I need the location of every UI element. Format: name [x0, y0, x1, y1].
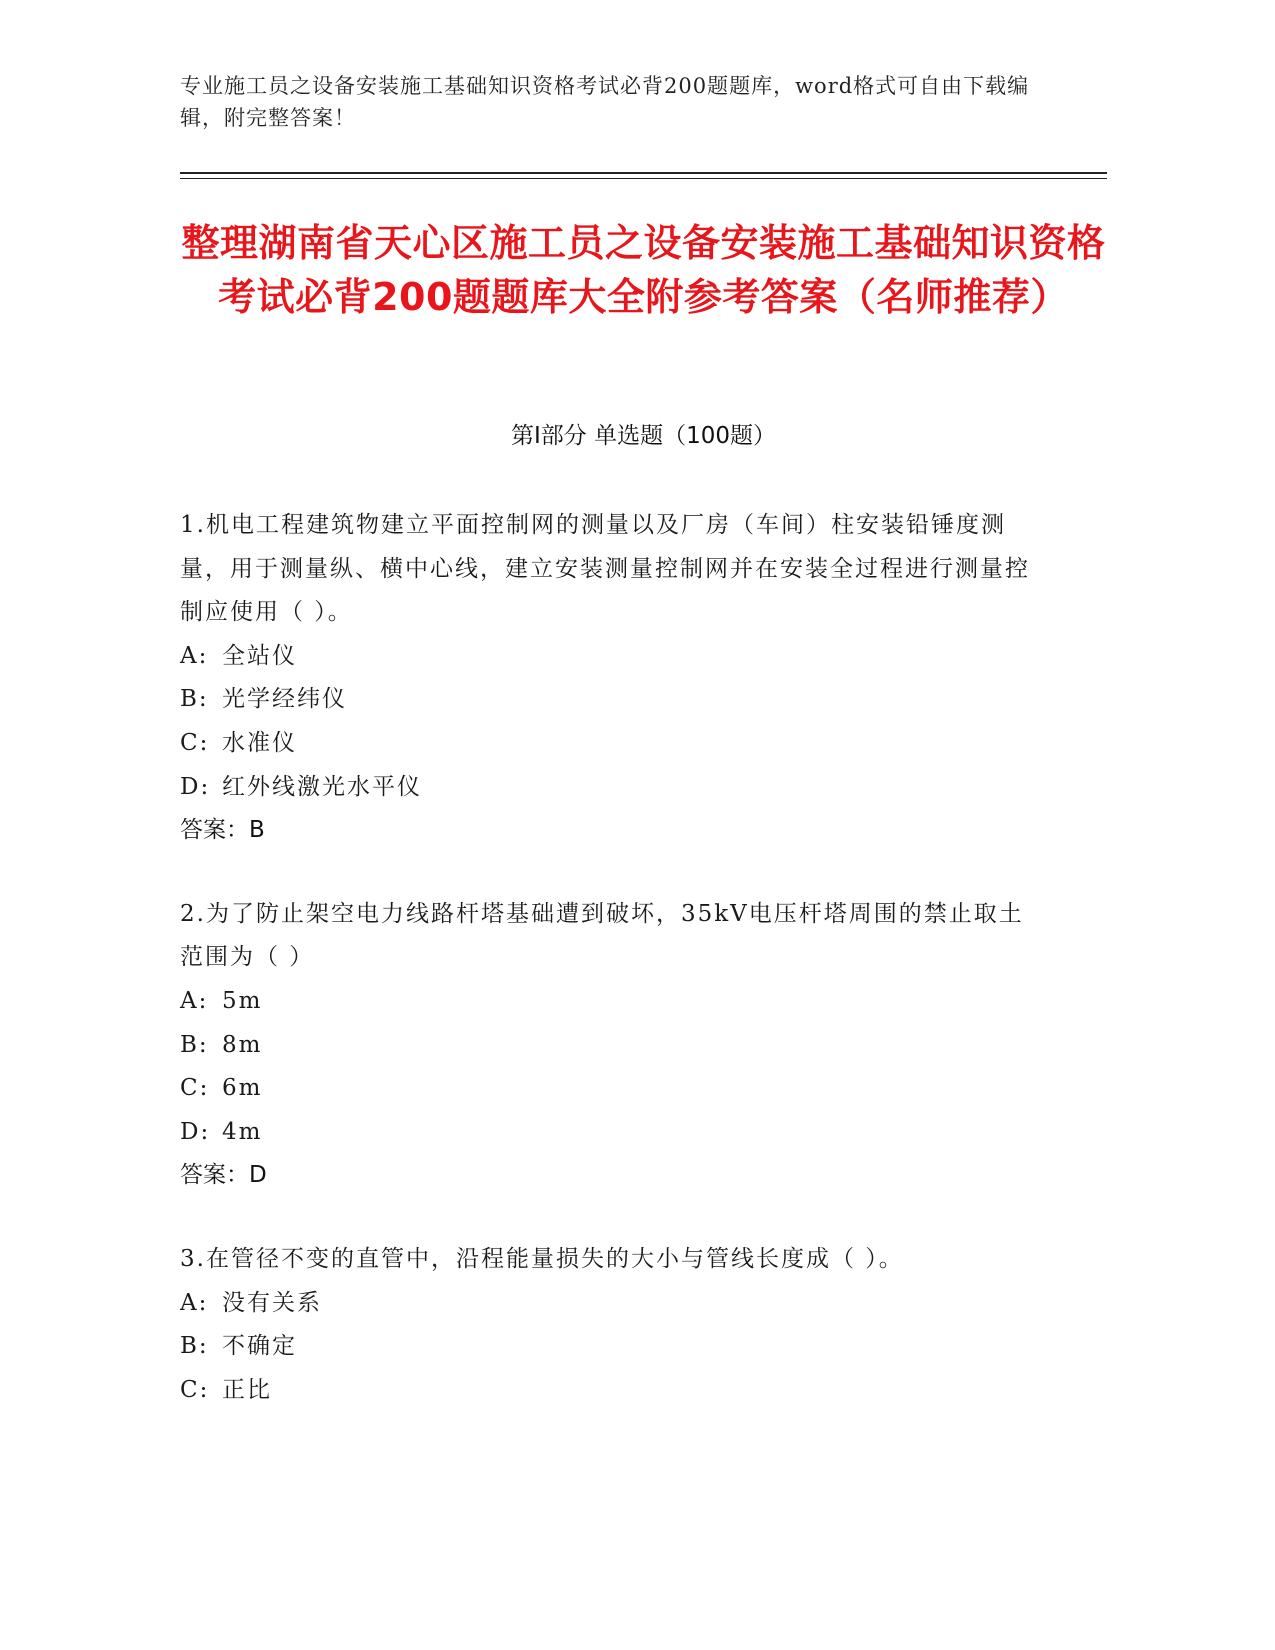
- option-text: 全站仪: [222, 642, 297, 669]
- option-key: A:: [180, 1289, 209, 1316]
- option-d: [180, 766, 1040, 810]
- option-text: 正比: [222, 1376, 272, 1403]
- option-a: [180, 1282, 1040, 1326]
- option-c: [180, 1067, 1040, 1111]
- question-stem: 2.为了防止架空电力线路杆塔基础遭到破坏，35kV电压杆塔周围的禁止取土范围为（ ）: [180, 900, 1024, 971]
- header-divider-thick: [180, 172, 1107, 174]
- option-key: B:: [180, 1031, 209, 1058]
- question-1: [180, 504, 1040, 853]
- option-c: [180, 1369, 1040, 1413]
- option-key: B:: [180, 686, 209, 713]
- option-text: 5m: [222, 987, 263, 1014]
- option-text: 6m: [222, 1075, 263, 1102]
- option-text: 水准仪: [222, 729, 297, 756]
- option-a: [180, 635, 1040, 679]
- option-b: [180, 1024, 1040, 1068]
- option-key: A:: [180, 642, 209, 669]
- document-title: 整理湖南省天心区施工员之设备安装施工基础知识资格考试必背200题题库大全附参考答案（名师推荐）: [181, 221, 1106, 319]
- option-text: 8m: [222, 1031, 263, 1058]
- option-d: [180, 1111, 1040, 1155]
- option-text: 红外线激光水平仪: [222, 773, 422, 800]
- option-key: C:: [180, 729, 210, 756]
- option-text: 光学经纬仪: [222, 686, 347, 713]
- option-key: B:: [180, 1333, 209, 1360]
- question-list: [180, 504, 1040, 1452]
- question-2: [180, 893, 1040, 1198]
- question-stem: 3.在管径不变的直管中，沿程能量损失的大小与管线长度成（ ）。: [180, 1245, 904, 1272]
- option-b: [180, 678, 1040, 722]
- option-key: D:: [180, 1118, 211, 1145]
- header-divider-thin: [180, 178, 1107, 179]
- answer-line: 答案：D: [180, 1162, 267, 1189]
- question-stem: 1.机电工程建筑物建立平面控制网的测量以及厂房（车间）柱安装铅锤度测量，用于测量纵、横中心线，建立安装测量控制网并在安装全过程进行测量控制应使用（ ）。: [180, 512, 1030, 626]
- answer-line: 答案：B: [180, 817, 265, 844]
- option-key: C:: [180, 1376, 210, 1403]
- option-key: D:: [180, 773, 211, 800]
- option-c: [180, 722, 1040, 766]
- header-note: 专业施工员之设备安装施工基础知识资格考试必背200题题库，word格式可自由下载编辑，附完整答案！: [180, 74, 1030, 130]
- option-text: 4m: [222, 1118, 263, 1145]
- section-title: 第Ⅰ部分 单选题（100题）: [511, 423, 776, 449]
- option-text: 不确定: [222, 1333, 297, 1360]
- option-text: 没有关系: [222, 1289, 322, 1316]
- option-b: [180, 1325, 1040, 1369]
- option-key: A:: [180, 987, 209, 1014]
- option-key: C:: [180, 1075, 210, 1102]
- question-3: [180, 1238, 1040, 1412]
- option-a: [180, 980, 1040, 1024]
